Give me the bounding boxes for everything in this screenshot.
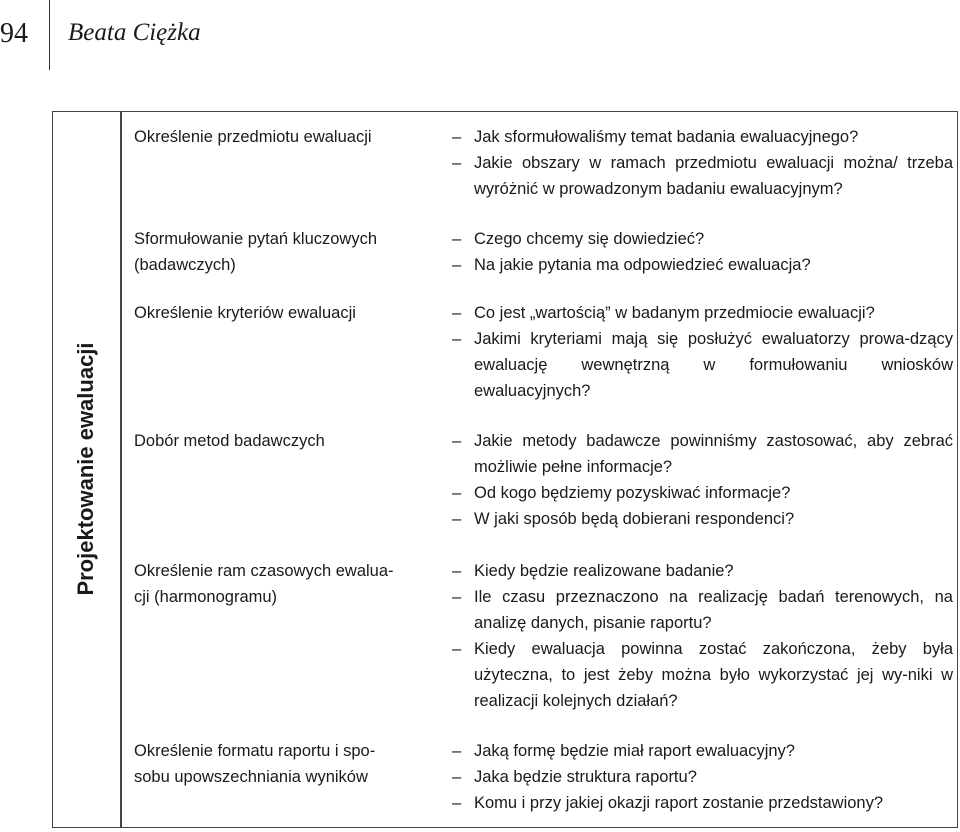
question-item: – Co jest „wartością” w badanym przedmiocie ewaluacji? [448,300,953,326]
step-label: Określenie ram czasowych ewalua- cji (harmonogramu) [134,562,394,606]
question-list [448,300,953,404]
question-list [448,428,953,532]
question-item: – Czego chcemy się dowiedzieć? [448,226,953,252]
step-label: Określenie formatu raportu i spo- sobu upowszechniania wyników [134,742,376,786]
question-item: – Jakie obszary w ramach przedmiotu ewaluacji można/ trzeba wyróżnić w prowadzonym badaniu ewaluacyjnym? [448,150,953,202]
step-label: Określenie przedmiotu ewaluacji [134,128,372,146]
question-item: – W jaki sposób będą dobierani respondenci? [448,506,953,532]
question-item: – Jaką formę będzie miał raport ewaluacyjny? [448,738,953,764]
question-item: – Jakimi kryteriami mają się posłużyć ewaluatorzy prowa-dzący ewaluację wewnętrzną w formułowaniu wniosków ewaluacyjnych? [448,326,953,404]
question-item: – Kiedy będzie realizowane badanie? [448,558,953,584]
question-item: – Kiedy ewaluacja powinna zostać zakończona, żeby była użyteczna, to jest żeby można było wykorzystać jej wy-niki w realizacji kolejnych działań? [448,636,953,714]
question-item: – Jaka będzie struktura raportu? [448,764,953,790]
question-item: – Ile czasu przeznaczono na realizację badań terenowych, na analizę danych, pisanie raportu? [448,584,953,636]
question-list [448,124,953,202]
question-item: – Na jakie pytania ma odpowiedzieć ewaluacja? [448,252,953,278]
question-list [448,558,953,714]
side-label: Projektowanie ewaluacji [73,342,98,596]
running-head-author: Beata Ciężka [68,19,201,46]
header-divider [49,0,50,70]
question-item: – Komu i przy jakiej okazji raport zostanie przedstawiony? [448,790,953,816]
page-number: 94 [0,18,28,49]
question-list [448,738,953,816]
question-item: – Od kogo będziemy pozyskiwać informacje? [448,480,953,506]
side-column-divider [120,111,122,828]
step-label: Sformułowanie pytań kluczowych (badawczych) [134,230,378,274]
step-label: Dobór metod badawczych [134,432,325,450]
question-list [448,226,953,278]
question-item: – Jakie metody badawcze powinniśmy zastosować, aby zebrać możliwie pełne informacje? [448,428,953,480]
step-label: Określenie kryteriów ewaluacji [134,304,356,322]
question-item: – Jak sformułowaliśmy temat badania ewaluacyjnego? [448,124,953,150]
